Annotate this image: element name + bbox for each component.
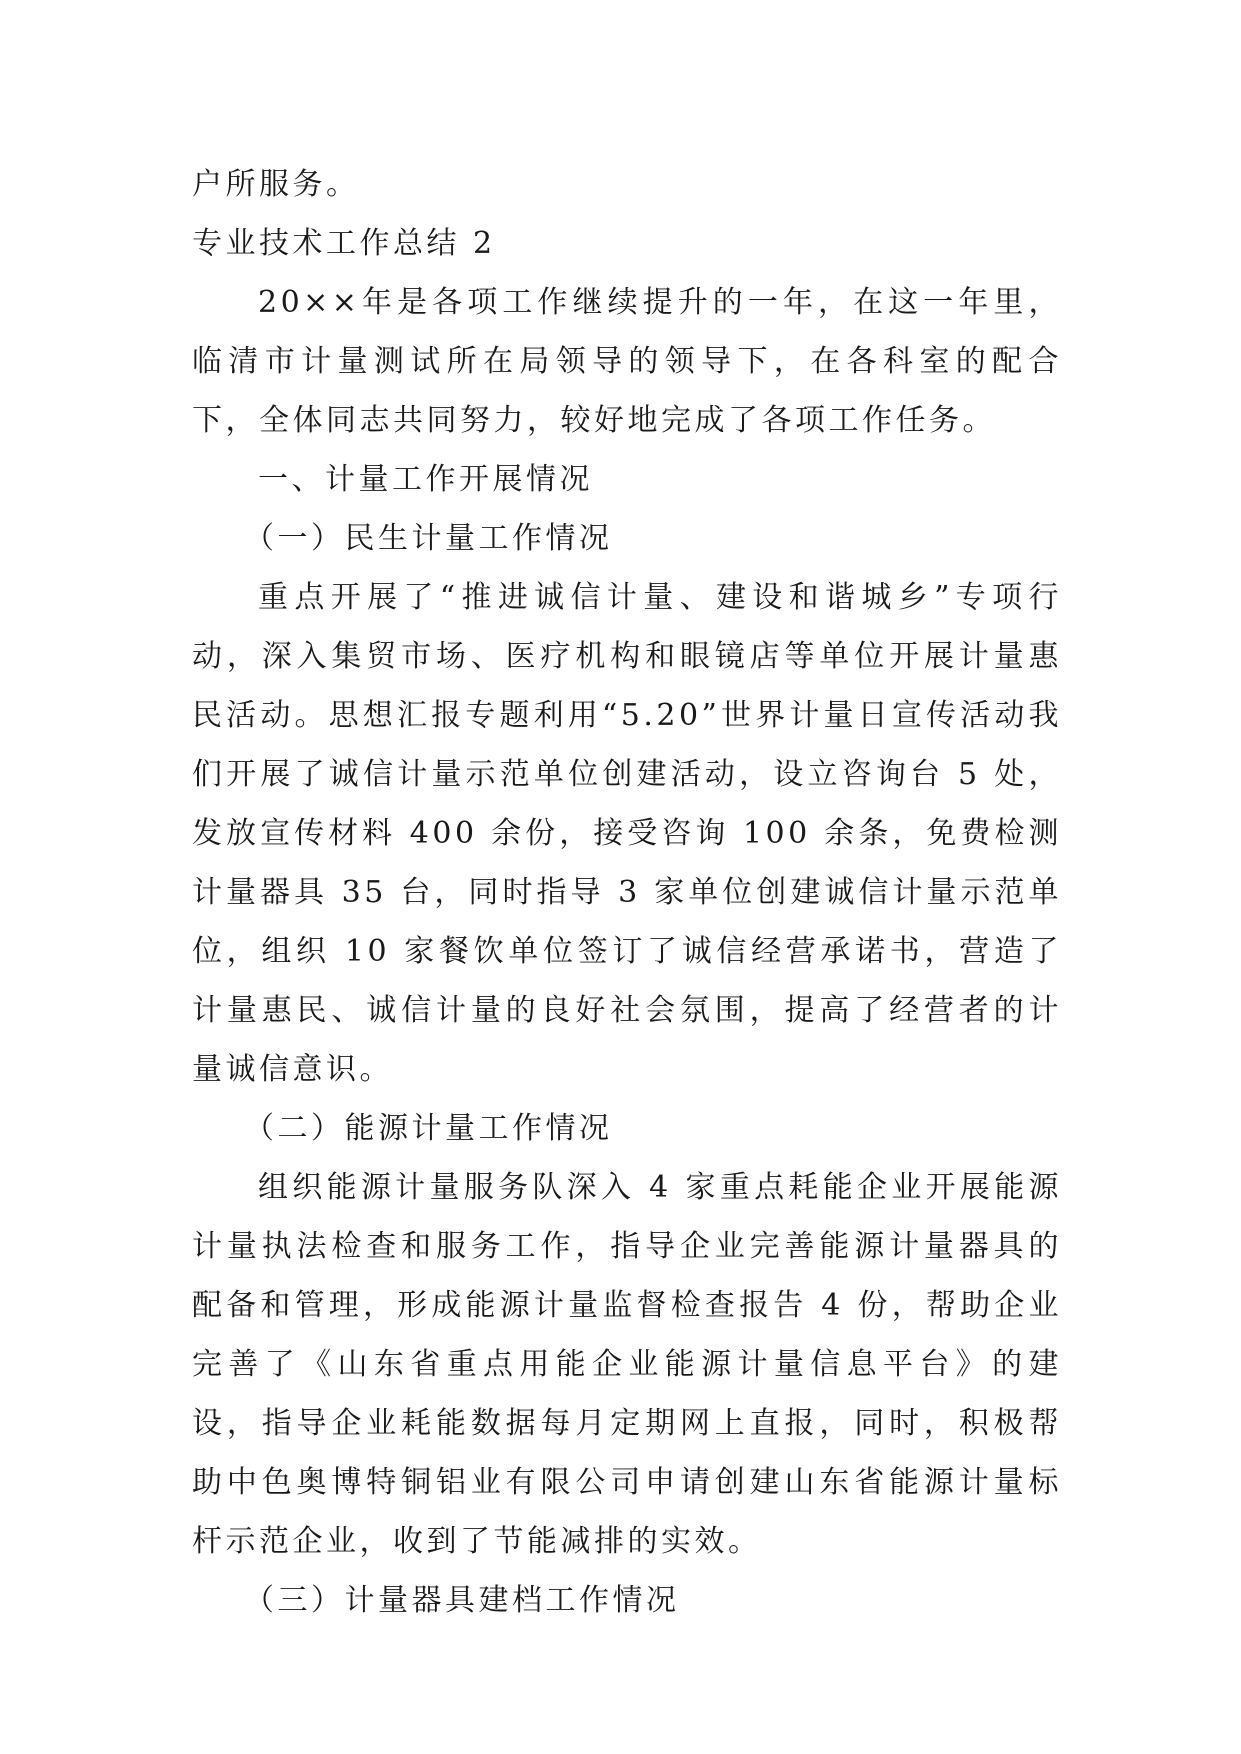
section-title: 专业技术工作总结 2 xyxy=(192,226,496,261)
continuation-text: 户所服务。 xyxy=(192,167,360,202)
subheading-1: （一）民生计量工作情况 xyxy=(244,521,613,556)
subheading-2: （二）能源计量工作情况 xyxy=(244,1111,613,1146)
intro-paragraph: 20××年是各项工作继续提升的一年，在这一年里，临清市计量测试所在局领导的领导下，在各科室的配合下，全体同志共同努力，较好地完成了各项工作任务。 xyxy=(192,285,1062,438)
document-body xyxy=(192,155,1062,1630)
subheading-3: （三）计量器具建档工作情况 xyxy=(244,1583,680,1618)
paragraph-1: 重点开展了“推进诚信计量、建设和谐城乡”专项行动，深入集贸市场、医疗机构和眼镜店等单位开展计量惠民活动。思想汇报专题利用“5.20”世界计量日宣传活动我们开展了诚信计量示范单位创建活动，设立咨询台 5 处，发放宣传材料 400 余份，接受咨询 100 余条，免费检测计量器具 35 台，同时指导 3 家单位创建诚信计量示范单位，组织 10 家餐饮单位签订了诚信经营承诺书，营造了计量惠民、诚信计量的良好社会氛围，提高了经营者的计量诚信意识。 xyxy=(192,580,1062,1087)
heading-1: 一、计量工作开展情况 xyxy=(258,462,593,497)
paragraph-2: 组织能源计量服务队深入 4 家重点耗能企业开展能源计量执法检查和服务工作，指导企业完善能源计量器具的配备和管理，形成能源计量监督检查报告 4 份，帮助企业完善了《山东省重点用能企业能源计量信息平台》的建设，指导企业耗能数据每月定期网上直报，同时，积极帮助中色奥博特铜铝业有限公司申请创建山东省能源计量标杆示范企业，收到了节能减排的实效。 xyxy=(192,1170,1062,1559)
